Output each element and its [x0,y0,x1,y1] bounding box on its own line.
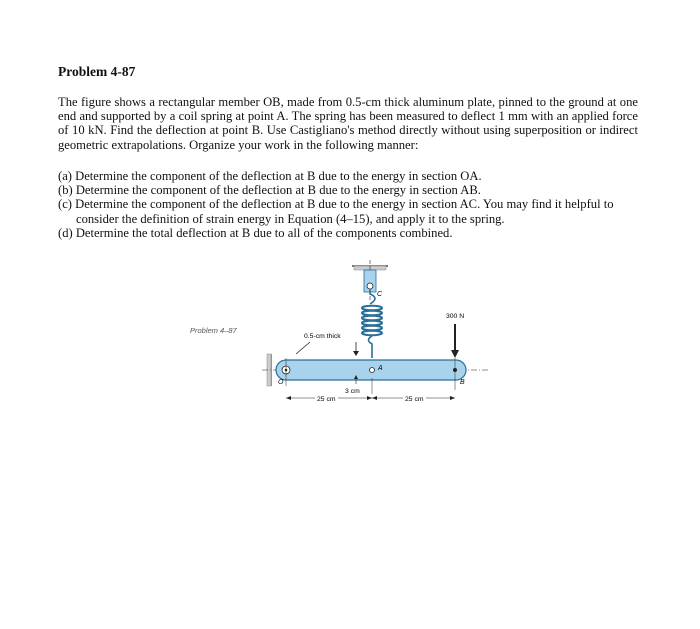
dim-left-arrow-o [286,396,291,400]
problem-figure [180,258,510,408]
thickness-label: 0.5-cm thick [304,333,341,340]
problem-title: Problem 4-87 [58,64,136,79]
dim-right-arrow-a [372,396,377,400]
label-b: B [460,379,465,386]
part-b-text: (b) Determine the component of the deflection at B due to the energy in section AB. [58,183,481,198]
depth-label: 3 cm [345,388,360,395]
load-arrowhead [451,350,459,358]
spring-hook-bottom [369,336,373,358]
part-a-text: (a) Determine the component of the deflection at B due to the energy in section OA. [58,169,482,183]
coil-spring [362,306,382,335]
part-d [58,226,648,240]
figure-caption: Problem 4–87 [190,326,237,335]
part-d-text: (d) Determine the total deflection at B due to all of the components combined. [58,225,453,240]
pin-c [367,283,373,289]
dim-left-label: 25 cm [317,396,336,403]
problem-statement: The figure shows a rectangular member OB, made from 0.5-cm thick aluminum plate, pinned to the ground at one end and supported by a coil spring at point A. The spring has been measured to deflect 1 mm with an applied force of 10 kN. Find the deflection at point B. Use Castigliano's method directly without using superposition or indirect geometric extrapolations. Organize your work in the following manner: [58,95,638,152]
part-b [58,183,648,197]
part-a [58,169,648,183]
parts-list [58,169,648,240]
thickness-arrowhead [353,351,359,356]
dim-right-arrow-b [450,396,455,400]
label-a: A [378,365,383,372]
thickness-leader [296,342,310,354]
dim-right-label: 25 cm [405,396,424,403]
label-c: C [377,291,383,298]
figure-svg [180,258,510,408]
part-c-continuation: consider the definition of strain energy in Equation (4–15), and apply it to the spring. [76,211,505,226]
label-o: O [278,379,284,386]
part-c [58,197,648,225]
part-c-text: (c) Determine the component of the deflection at B due to the energy in section AC. You may find it helpful to [58,197,614,212]
pin-a [370,368,375,373]
load-label: 300 N [446,313,465,320]
dim-left-arrow-a [367,396,372,400]
